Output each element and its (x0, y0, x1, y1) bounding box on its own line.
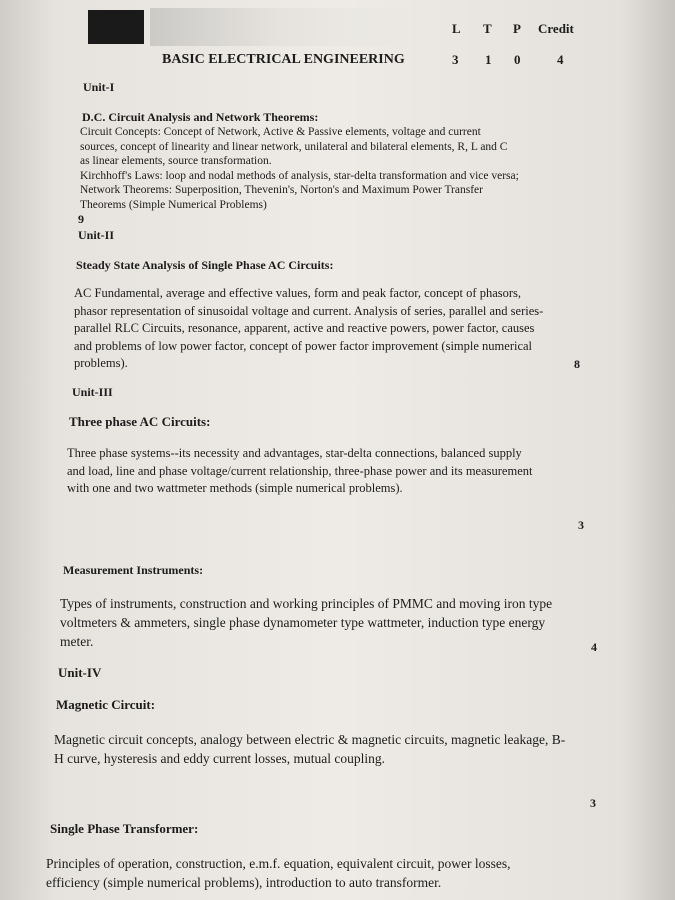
text-line: efficiency (simple numerical problems), introduction to auto transformer. (46, 875, 442, 890)
unit4-label: Unit-IV (58, 665, 102, 680)
stamp-mark (88, 10, 144, 44)
text-line: and load, line and phase voltage/current relationship, three-phase power and its measurement (67, 463, 533, 478)
unit3-body (67, 445, 532, 498)
unit2-label: Unit-II (78, 228, 115, 242)
text-line: Three phase systems--its necessity and advantages, star-delta connections, balanced supply (67, 446, 522, 460)
unit1-hours: 9 (78, 212, 84, 226)
unit2-topic: Steady State Analysis of Single Phase AC Circuits: (76, 258, 334, 272)
measurement-body (60, 594, 552, 651)
val-l: 3 (452, 52, 459, 67)
text-line: sources, concept of linearity and linear network, unilateral and bilateral elements, R, L and C (80, 140, 508, 153)
measurement-hours: 4 (591, 640, 597, 654)
text-line: AC Fundamental, average and effective values, form and peak factor, concept of phasors, (74, 286, 522, 300)
text-line: Magnetic circuit concepts, analogy between electric & magnetic circuits, magnetic leakage, B- (54, 732, 566, 747)
text-line: Network Theorems: Superposition, Thevenin's, Norton's and Maximum Power Transfer (80, 184, 483, 196)
text-line: phasor representation of sinusoidal voltage and current. Analysis of series, parallel and series- (74, 303, 544, 318)
text-line: and problems of low power factor, concept of power factor improvement (simple numerical (74, 338, 533, 353)
unit3-label: Unit-III (72, 385, 113, 399)
text-line: H curve, hysteresis and eddy current losses, mutual coupling. (54, 751, 386, 766)
unit2-body (74, 285, 543, 373)
unit2-hours: 8 (574, 357, 580, 371)
unit1-topic: D.C. Circuit Analysis and Network Theorems: (82, 110, 319, 124)
col-p: P (513, 21, 521, 36)
transformer-topic: Single Phase Transformer: (50, 821, 199, 836)
col-credit: Credit (538, 21, 574, 36)
measurement-topic: Measurement Instruments: (63, 563, 204, 577)
val-credit: 4 (557, 52, 564, 67)
col-t: T (483, 21, 492, 36)
val-p: 0 (514, 52, 521, 67)
text-line: voltmeters & ammeters, single phase dynamometer type wattmeter, induction type energy (60, 615, 546, 630)
unit3-hours: 3 (578, 518, 584, 532)
text-line: Circuit Concepts: Concept of Network, Active & Passive elements, voltage and current (80, 126, 481, 138)
text-line: problems). (74, 356, 128, 370)
val-t: 1 (485, 52, 492, 67)
text-line: parallel RLC Circuits, resonance, apparent, active and reactive powers, power factor, causes (74, 321, 535, 335)
unit4-body (54, 730, 565, 768)
text-line: Kirchhoff's Laws: loop and nodal methods of analysis, star-delta transformation and vice versa; (80, 169, 519, 182)
unit1-body (80, 125, 519, 212)
text-line: Types of instruments, construction and working principles of PMMC and moving iron type (60, 596, 553, 611)
text-line: as linear elements, source transformation. (80, 155, 272, 167)
col-l: L (452, 21, 461, 36)
unit1-label: Unit-I (83, 80, 115, 94)
unit4-topic: Magnetic Circuit: (56, 697, 156, 712)
transformer-body (46, 854, 511, 892)
text-line: Principles of operation, construction, e.m.f. equation, equivalent circuit, power losses, (46, 856, 511, 871)
unit4-hours: 3 (590, 796, 596, 810)
text-line: Theorems (Simple Numerical Problems) (80, 198, 267, 211)
text-line: meter. (60, 634, 94, 649)
paper-smudge (150, 8, 410, 46)
text-line: with one and two wattmeter methods (simple numerical problems). (67, 481, 403, 495)
course-title: BASIC ELECTRICAL ENGINEERING (162, 52, 405, 67)
unit3-topic: Three phase AC Circuits: (69, 414, 211, 429)
